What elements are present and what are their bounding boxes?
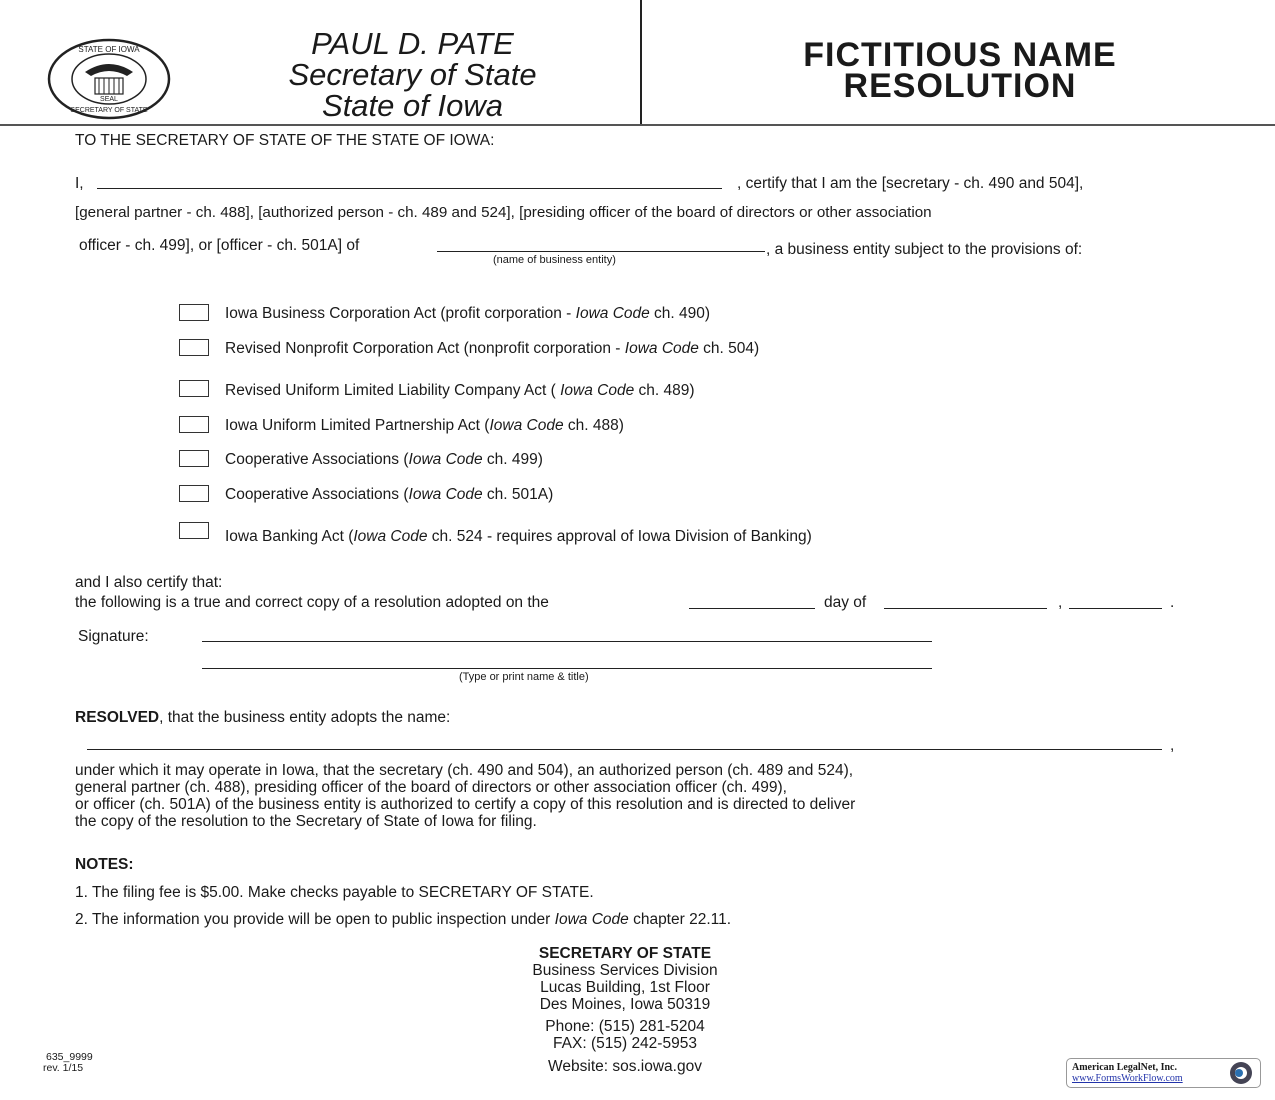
footer-address: SECRETARY OF STATE Business Services Division Lucas Building, 1st Floor Des Moines, Iowa 50319 Phone: (515) 281-5204 FAX: (515) 242-5953 Website: sos.iowa.gov [532, 945, 718, 1075]
secretary-name: PAUL D. PATE [311, 26, 514, 61]
resolution-year-field[interactable] [1069, 608, 1162, 609]
resolution-body: under which it may operate in Iowa, that the secretary (ch. 490 and 504), an authorized person (ch. 489 and 524), general partner (ch. 488), presiding officer of the board of directors or other association officer (ch. 499), or officer (ch. 501A) of the business entity is authorized to certify a copy of this resolution and is directed to deliver the copy of the resolution to the Secretary of State of Iowa for filing. [75, 762, 856, 830]
act-label: Iowa Business Corporation Act (profit corporation - Iowa Code ch. 490) [225, 305, 711, 322]
printed-name-title-field[interactable] [202, 668, 932, 669]
checkbox-business-corporation-act[interactable] [179, 304, 209, 321]
form-title-line1: FICTITIOUS NAME [803, 36, 1117, 74]
form-title-line2: RESOLUTION [843, 67, 1077, 105]
checkbox-cooperative-499[interactable] [179, 450, 209, 467]
checkbox-banking-act[interactable] [179, 522, 209, 539]
date-comma: , [1058, 594, 1063, 611]
resolution-date-prefix: the following is a true and correct copy of a resolution adopted on the [75, 594, 549, 611]
resolution-day-field[interactable] [689, 608, 815, 609]
act-label: Iowa Banking Act (Iowa Code ch. 524 - requires approval of Iowa Division of Banking) [225, 528, 812, 545]
header-divider [640, 0, 642, 125]
state-name: State of Iowa [322, 88, 503, 123]
state-seal-icon [47, 38, 171, 120]
note-2: 2. The information you provide will be open to public inspection under Iowa Code chapter 22.11. [75, 911, 732, 928]
svg-text:STATE OF IOWA: STATE OF IOWA [78, 45, 140, 54]
form-revision: rev. 1/15 [43, 1062, 84, 1074]
line1-suffix: , certify that I am the [secretary - ch. 490 and 504], [737, 175, 1084, 192]
note-1: 1. The filing fee is $5.00. Make checks payable to SECRETARY OF STATE. [75, 884, 594, 901]
vendor-globe-icon [1225, 1060, 1257, 1086]
act-label: Revised Nonprofit Corporation Act (nonprofit corporation - Iowa Code ch. 504) [225, 340, 760, 357]
name-comma: , [1170, 737, 1175, 754]
vendor-logo [1066, 1058, 1261, 1088]
form-number: 635_9999 [46, 1051, 93, 1063]
vendor-name: American LegalNet, Inc. [1072, 1062, 1177, 1073]
line1-prefix: I, [75, 175, 84, 192]
entity-caption: (name of business entity) [493, 254, 616, 266]
checkbox-nonprofit-corporation-act[interactable] [179, 339, 209, 356]
checkbox-limited-partnership-act[interactable] [179, 416, 209, 433]
header-rule [0, 124, 1275, 126]
act-label: Iowa Uniform Limited Partnership Act (Iowa Code ch. 488) [225, 417, 624, 434]
fictitious-name-field[interactable] [87, 749, 1162, 750]
line3-suffix: , a business entity subject to the provisions of: [766, 241, 1083, 258]
resolution-month-field[interactable] [884, 608, 1047, 609]
also-certify: and I also certify that: [75, 574, 223, 591]
vendor-link[interactable]: www.FormsWorkFlow.com [1072, 1073, 1183, 1084]
signature-label: Signature: [78, 628, 149, 645]
act-label: Revised Uniform Limited Liability Company Act ( Iowa Code ch. 489) [225, 382, 695, 399]
resolved-statement: RESOLVED, that the business entity adopts the name: [75, 709, 451, 726]
addressee: TO THE SECRETARY OF STATE OF THE STATE OF IOWA: [75, 132, 495, 149]
checkbox-cooperative-501a[interactable] [179, 485, 209, 502]
line3-prefix: officer - ch. 499], or [officer - ch. 501A] of [79, 237, 360, 254]
notes-heading: NOTES: [75, 856, 134, 873]
office-title: Secretary of State [288, 57, 537, 92]
svg-text:SECRETARY OF STATE: SECRETARY OF STATE [70, 107, 148, 114]
date-period: . [1170, 594, 1175, 611]
day-of-label: day of [824, 594, 867, 611]
business-entity-name-field[interactable] [437, 251, 765, 252]
act-label: Cooperative Associations (Iowa Code ch. 501A) [225, 486, 554, 503]
svg-text:SEAL: SEAL [100, 96, 118, 103]
line2: [general partner - ch. 488], [authorized person - ch. 489 and 524], [presiding officer of the board of directors or other association [75, 204, 932, 221]
act-label: Cooperative Associations (Iowa Code ch. 499) [225, 451, 543, 468]
checkbox-llc-act[interactable] [179, 380, 209, 397]
certifier-name-field[interactable] [97, 188, 722, 189]
signature-field[interactable] [202, 641, 932, 642]
signature-caption: (Type or print name & title) [459, 671, 589, 683]
